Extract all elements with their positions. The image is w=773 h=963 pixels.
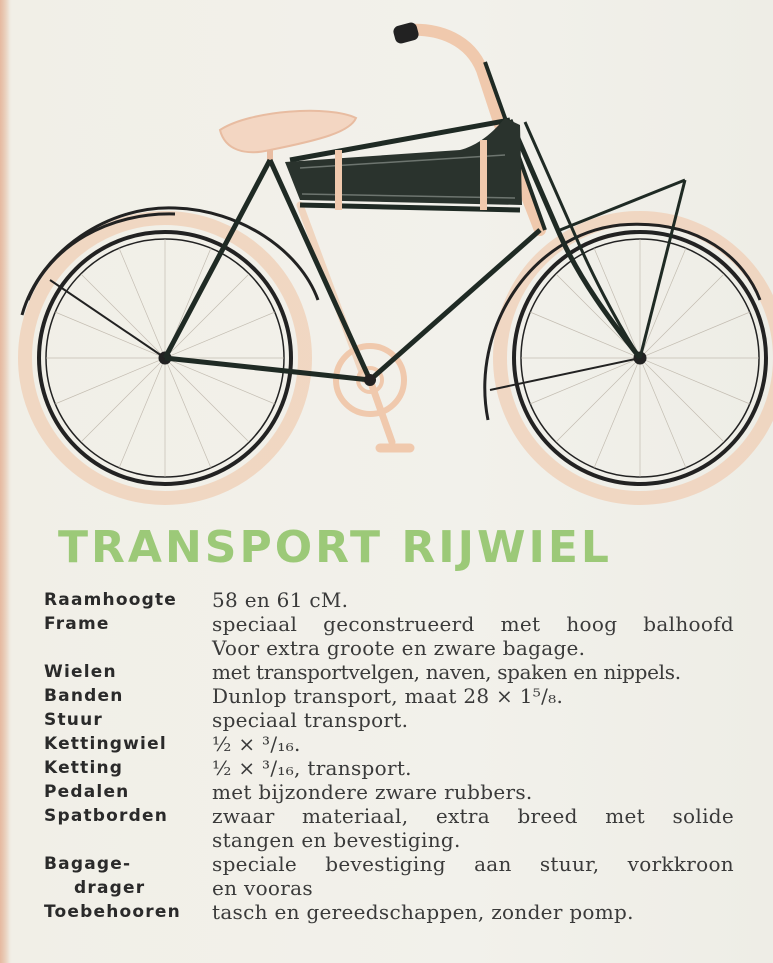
spec-row — [44, 660, 734, 684]
spec-label: Banden — [44, 686, 124, 706]
spec-value: met bijzondere zware rubbers. — [212, 780, 533, 804]
spec-label: Spatborden — [44, 806, 169, 826]
spec-row — [44, 900, 734, 924]
spec-label: Toebehooren — [44, 902, 181, 922]
spec-label: Kettingwiel — [44, 734, 167, 754]
spec-label: Bagage- drager — [44, 854, 146, 898]
spec-value: zwaar materiaal, extra breed met solide stangen en bevestiging. — [212, 804, 734, 852]
peach-print-layer — [25, 30, 773, 498]
spec-value: ½ × ³/₁₆, transport. — [212, 756, 412, 780]
spec-label: Pedalen — [44, 782, 130, 802]
spec-row — [44, 684, 734, 708]
spec-row — [44, 756, 734, 780]
spec-value: Dunlop transport, maat 28 × 1⁵/₈. — [212, 684, 564, 708]
spec-row — [44, 612, 734, 660]
spec-value: speciaal geconstrueerd met hoog balhoofd Voor extra groote en zware bagage. — [212, 612, 734, 660]
spec-label: Frame — [44, 614, 110, 634]
spec-row — [44, 732, 734, 756]
spec-row — [44, 588, 734, 612]
spec-value: speciale bevestiging aan stuur, vorkkroon en vooras — [212, 852, 734, 900]
spec-value: ½ × ³/₁₆. — [212, 732, 301, 756]
page-title: TRANSPORT RIJWIEL — [58, 522, 612, 573]
bottom-bracket — [364, 374, 376, 386]
spec-value: 58 en 61 cM. — [212, 588, 349, 612]
spec-row — [44, 708, 734, 732]
spec-label: Stuur — [44, 710, 103, 730]
specification-table — [44, 588, 734, 924]
spec-row — [44, 804, 734, 852]
spec-row — [44, 780, 734, 804]
spec-label: Ketting — [44, 758, 124, 778]
spec-row — [44, 852, 734, 900]
spec-value: met transportvelgen, naven, spaken en nippels. — [212, 660, 681, 684]
spec-value: speciaal transport. — [212, 708, 409, 732]
spec-value: tasch en gereedschappen, zonder pomp. — [212, 900, 634, 924]
spec-label: Raamhoogte — [44, 590, 178, 610]
spec-label: Wielen — [44, 662, 117, 682]
